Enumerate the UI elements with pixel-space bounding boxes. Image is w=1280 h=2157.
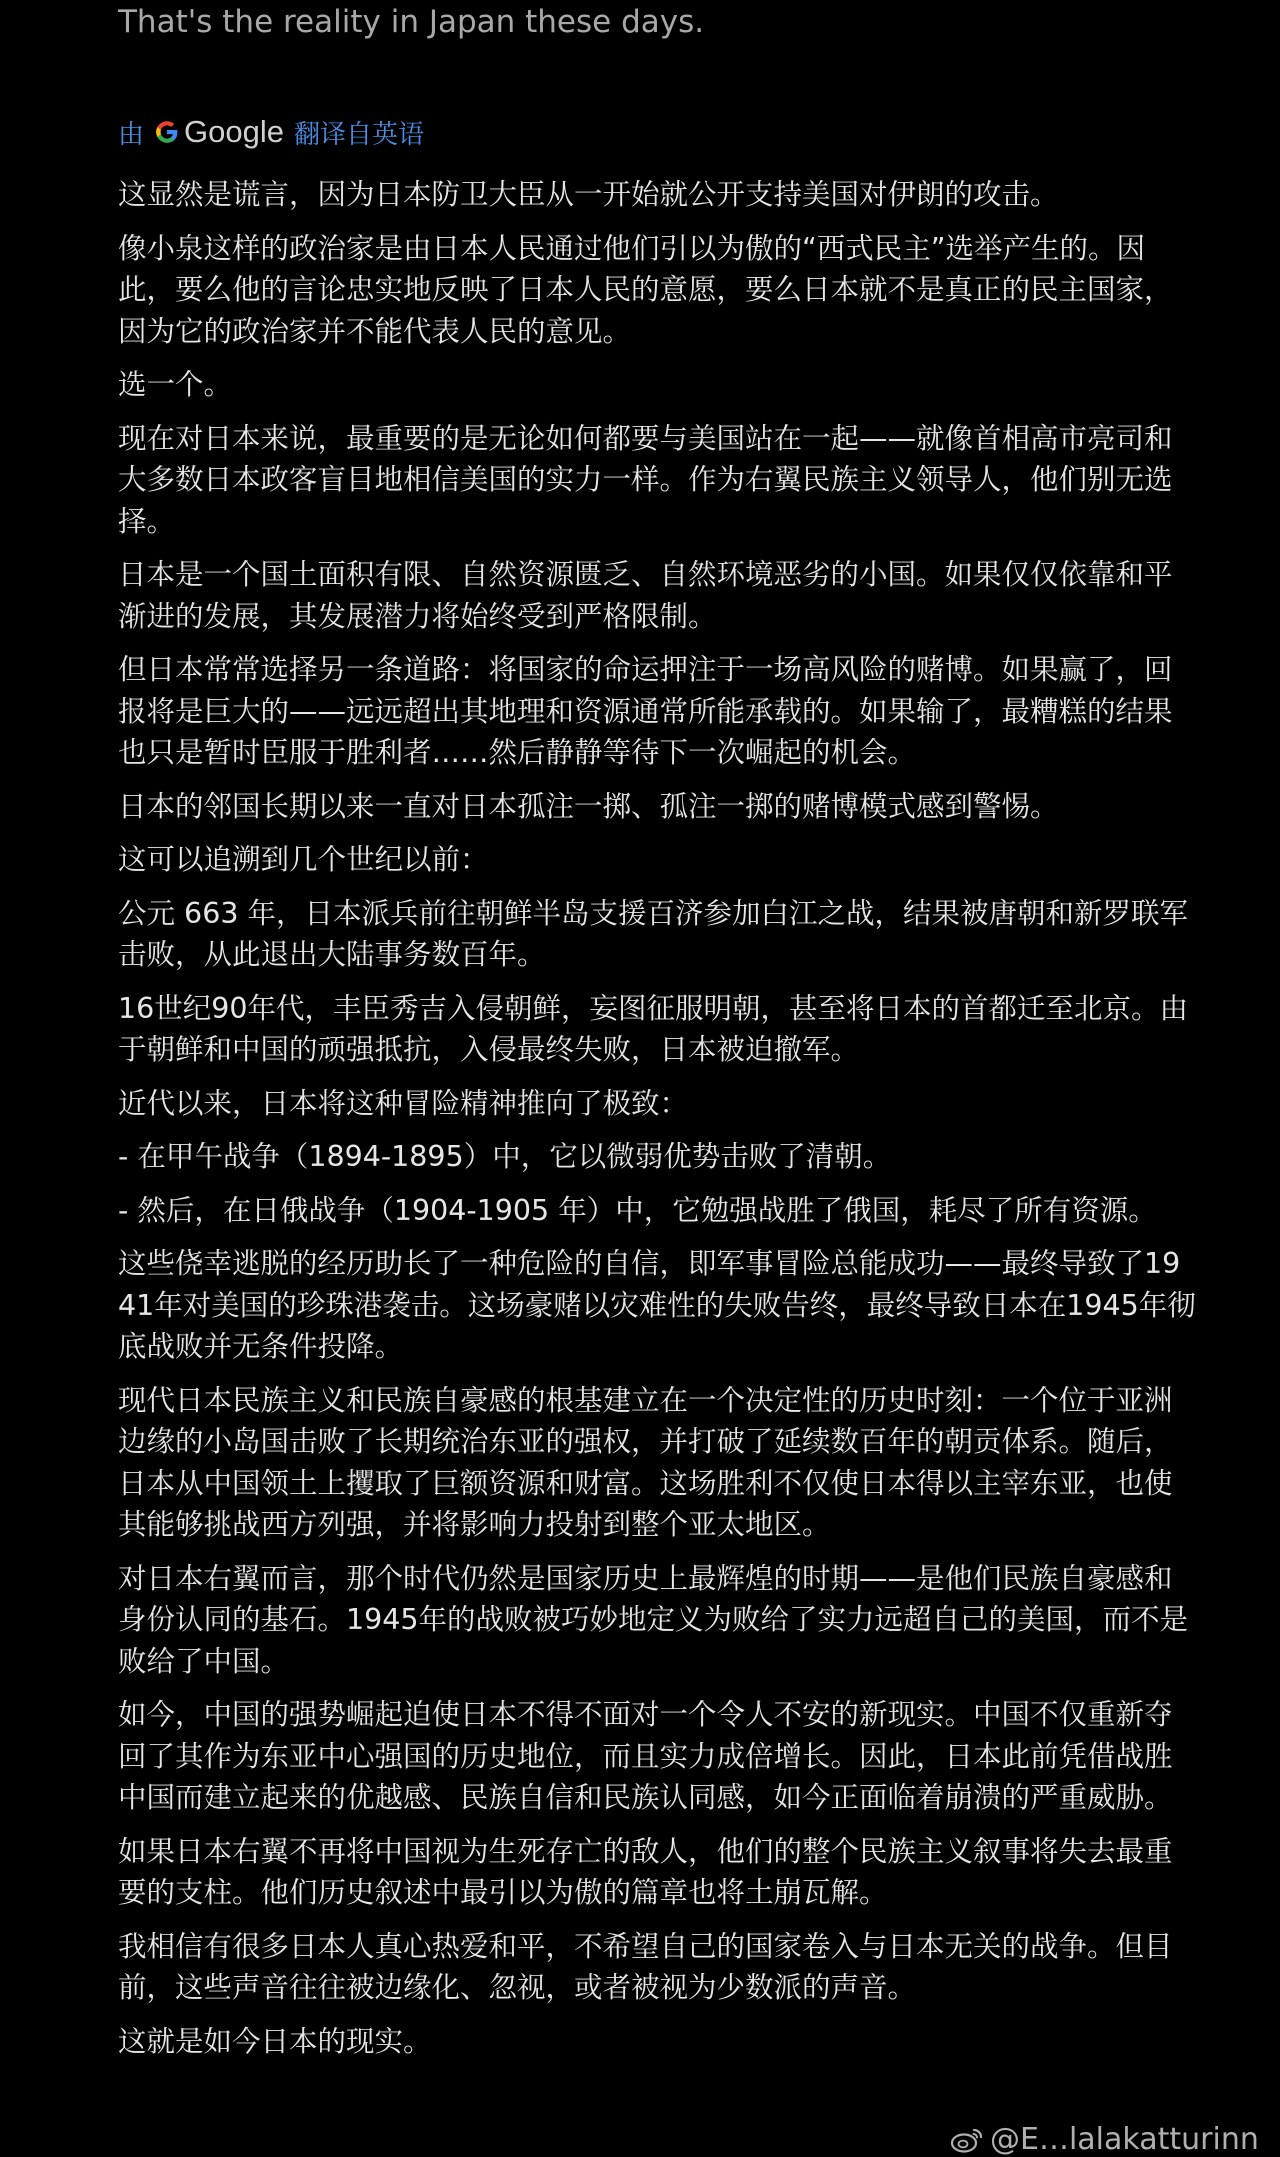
watermark-handle: @E…lalakatturinn: [990, 2122, 1259, 2157]
translated-post-body: [118, 174, 1198, 2074]
weibo-watermark: [950, 2122, 1259, 2157]
weibo-icon: [950, 2126, 984, 2154]
paragraph: 如果日本右翼不再将中国视为生死存亡的敌人，他们的整个民族主义叙事将失去最重要的支柱。他们历史叙述中最引以为傲的篇章也将土崩瓦解。: [118, 1834, 1173, 1909]
paragraph: 这些侥幸逃脱的经历助长了一种危险的自信，即军事冒险总能成功——最终导致了1941年对美国的珍珠港袭击。这场豪赌以灾难性的失败告终，最终导致日本在1945年彻底战败并无条件投降。: [118, 1247, 1196, 1363]
paragraph: 对日本右翼而言，那个时代仍然是国家历史上最辉煌的时期——是他们民族自豪感和身份认同的基石。1945年的战败被巧妙地定义为败给了实力远超自己的美国，而不是败给了中国。: [118, 1561, 1189, 1678]
paragraph: 日本的邻国长期以来一直对日本孤注一掷、孤注一掷的赌博模式感到警惕。: [118, 789, 1059, 823]
paragraph: 近代以来，日本将这种冒险精神推向了极致：: [118, 1086, 689, 1120]
translation-prefix: 由: [118, 119, 145, 150]
paragraph: 像小泉这样的政治家是由日本人民通过他们引以为傲的“西式民主”选举产生的。因此，要么他的言论忠实地反映了日本人民的意愿，要么日本就不是真正的民主国家，因为它的政治家并不能代表人民的意见。: [118, 231, 1173, 348]
google-wordmark: Google: [184, 114, 284, 149]
translated-from-english-link[interactable]: 翻译自英语: [293, 119, 424, 150]
paragraph: 16世纪90年代，丰臣秀吉入侵朝鲜，妄图征服明朝，甚至将日本的首都迁至北京。由于朝鲜和中国的顽强抵抗，入侵最终失败，日本被迫撤军。: [118, 991, 1189, 1066]
paragraph: 现在对日本来说，最重要的是无论如何都要与美国站在一起——就像首相高市亮司和大多数日本政客盲目地相信美国的实力一样。作为右翼民族主义领导人，他们别无选择。: [118, 421, 1173, 538]
paragraph: 选一个。: [118, 368, 233, 401]
paragraph: - 在甲午战争（1894-1895）中，它以微弱优势击败了清朝。: [118, 1140, 892, 1173]
paragraph: - 然后，在日俄战争（1904-1905 年）中，它勉强战胜了俄国，耗尽了所有资源。: [118, 1193, 1157, 1227]
paragraph: 这就是如今日本的现实。: [118, 2024, 432, 2058]
paragraph: 如今，中国的强势崛起迫使日本不得不面对一个令人不安的新现实。中国不仅重新夺回了其作为东亚中心强国的历史地位，而且实力成倍增长。因此，日本此前凭借战胜中国而建立起来的优越感、民族自信和民族认同感，如今正面临着崩溃的严重威胁。: [118, 1698, 1173, 1814]
paragraph: 这可以追溯到几个世纪以前：: [118, 843, 489, 876]
paragraph: 公元 663 年，日本派兵前往朝鲜半岛支援百济参加白江之战，结果被唐朝和新罗联军击败，从此退出大陆事务数百年。: [118, 896, 1189, 971]
paragraph: 日本是一个国土面积有限、自然资源匮乏、自然环境恶劣的小国。如果仅仅依靠和平渐进的发展，其发展潜力将始终受到严格限制。: [118, 558, 1173, 633]
paragraph: 这显然是谎言，因为日本防卫大臣从一开始就公开支持美国对伊朗的攻击。: [118, 178, 1059, 211]
paragraph: 现代日本民族主义和民族自豪感的根基建立在一个决定性的历史时刻：一个位于亚洲边缘的小岛国击败了长期统治东亚的强权，并打破了延续数百年的朝贡体系。随后，日本从中国领土上攫取了巨额资源和财富。这场胜利不仅使日本得以主宰东亚，也使其能够挑战西方列强，并将影响力投射到整个亚太地区。: [118, 1383, 1173, 1541]
translation-attribution: [118, 110, 424, 154]
paragraph: 我相信有很多日本人真心热爱和平，不希望自己的国家卷入与日本无关的战争。但目前，这些声音往往被边缘化、忽视，或者被视为少数派的声音。: [118, 1929, 1173, 2004]
paragraph: 但日本常常选择另一条道路：将国家的命运押注于一场高风险的赌博。如果赢了，回报将是巨大的——远远超出其地理和资源通常所能承载的。如果输了，最糟糕的结果也只是暂时臣服于胜利者……然后静静等待下一次崛起的机会。: [118, 653, 1173, 769]
google-logo: [154, 114, 284, 150]
google-g-icon: [154, 119, 180, 145]
cut-off-source-line: That's the reality in Japan these days.: [118, 4, 705, 40]
